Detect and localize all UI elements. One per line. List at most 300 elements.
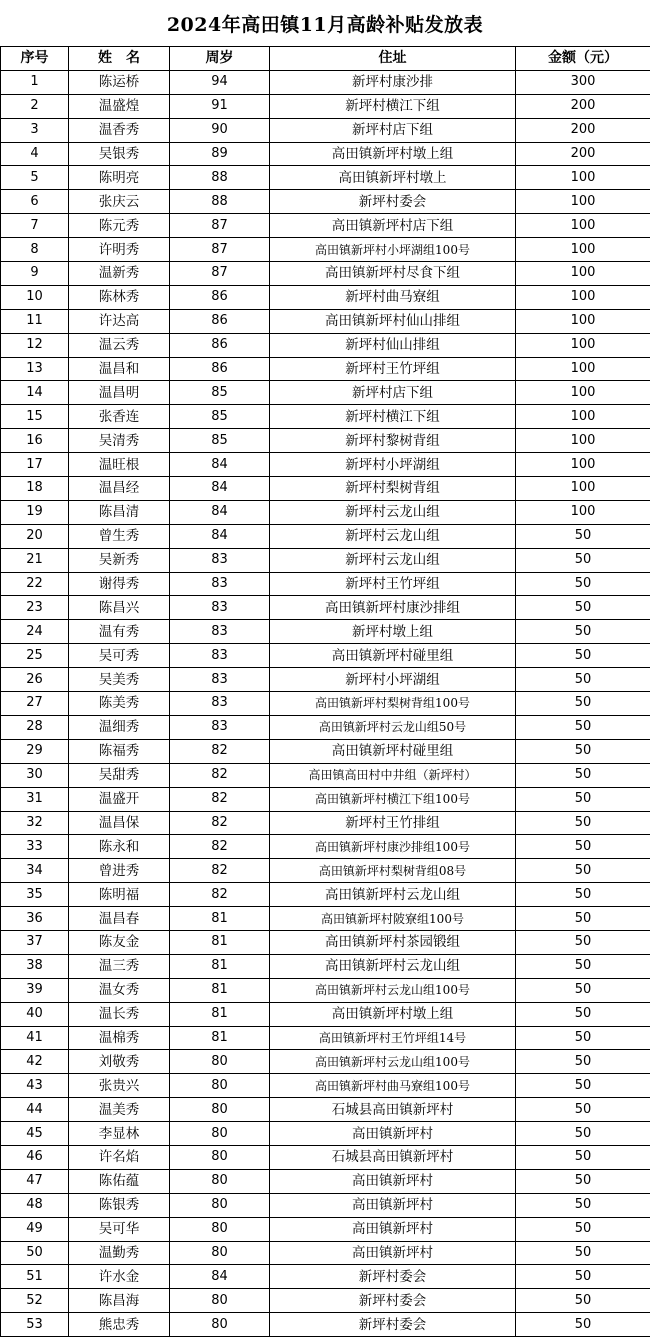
cell-address: 高田镇新坪村横江下组100号	[270, 787, 516, 811]
table-row	[1, 763, 650, 787]
cell-name: 曾进秀	[69, 859, 170, 883]
cell-name: 陈友金	[69, 930, 170, 954]
cell-amount: 50	[516, 978, 650, 1002]
table-header-row	[1, 47, 650, 71]
cell-amount: 50	[516, 1313, 650, 1337]
cell-age: 80	[170, 1145, 270, 1169]
cell-age: 84	[170, 477, 270, 501]
cell-amount: 200	[516, 142, 650, 166]
cell-address: 新坪村王竹坪组	[270, 357, 516, 381]
cell-age: 83	[170, 668, 270, 692]
table-row	[1, 1241, 650, 1265]
cell-address: 新坪村墩上组	[270, 620, 516, 644]
table-row	[1, 739, 650, 763]
table-row	[1, 1265, 650, 1289]
cell-address: 高田镇新坪村云龙山组	[270, 954, 516, 978]
cell-address: 新坪村店下组	[270, 381, 516, 405]
cell-amount: 100	[516, 381, 650, 405]
cell-amount: 50	[516, 572, 650, 596]
cell-name: 温女秀	[69, 978, 170, 1002]
cell-name: 陈福秀	[69, 739, 170, 763]
cell-amount: 100	[516, 190, 650, 214]
cell-age: 82	[170, 859, 270, 883]
cell-amount: 100	[516, 500, 650, 524]
cell-age: 85	[170, 429, 270, 453]
cell-name: 张庆云	[69, 190, 170, 214]
cell-age: 80	[170, 1289, 270, 1313]
table-row	[1, 930, 650, 954]
header-amount: 金额（元）	[516, 47, 650, 71]
cell-address: 高田镇新坪村墩上组	[270, 1002, 516, 1026]
cell-amount: 100	[516, 214, 650, 238]
cell-age: 88	[170, 190, 270, 214]
cell-name: 曾生秀	[69, 524, 170, 548]
cell-amount: 100	[516, 262, 650, 286]
cell-age: 86	[170, 309, 270, 333]
cell-index: 40	[1, 1002, 69, 1026]
cell-address: 新坪村横江下组	[270, 94, 516, 118]
cell-name: 谢得秀	[69, 572, 170, 596]
cell-index: 28	[1, 715, 69, 739]
cell-name: 温昌经	[69, 477, 170, 501]
cell-amount: 50	[516, 739, 650, 763]
cell-name: 温昌明	[69, 381, 170, 405]
cell-index: 45	[1, 1122, 69, 1146]
cell-index: 25	[1, 644, 69, 668]
cell-name: 温香秀	[69, 118, 170, 142]
cell-age: 80	[170, 1098, 270, 1122]
table-row	[1, 883, 650, 907]
cell-address: 新坪村康沙排	[270, 70, 516, 94]
table-row	[1, 238, 650, 262]
table-row	[1, 262, 650, 286]
cell-name: 张香连	[69, 405, 170, 429]
cell-index: 9	[1, 262, 69, 286]
cell-name: 许水金	[69, 1265, 170, 1289]
cell-address: 高田镇新坪村墩上组	[270, 142, 516, 166]
cell-age: 84	[170, 453, 270, 477]
header-name: 姓 名	[69, 47, 170, 71]
cell-age: 81	[170, 1026, 270, 1050]
cell-address: 新坪村小坪湖组	[270, 668, 516, 692]
cell-name: 刘敬秀	[69, 1050, 170, 1074]
cell-name: 吴清秀	[69, 429, 170, 453]
table-row	[1, 954, 650, 978]
cell-age: 90	[170, 118, 270, 142]
cell-age: 83	[170, 620, 270, 644]
cell-address: 新坪村云龙山组	[270, 524, 516, 548]
cell-age: 82	[170, 811, 270, 835]
table-row	[1, 1098, 650, 1122]
cell-amount: 50	[516, 524, 650, 548]
cell-amount: 50	[516, 1002, 650, 1026]
cell-name: 温有秀	[69, 620, 170, 644]
cell-index: 31	[1, 787, 69, 811]
table-row	[1, 477, 650, 501]
table-row	[1, 190, 650, 214]
cell-amount: 50	[516, 1026, 650, 1050]
table-row	[1, 572, 650, 596]
cell-index: 42	[1, 1050, 69, 1074]
cell-age: 81	[170, 930, 270, 954]
cell-age: 86	[170, 333, 270, 357]
cell-name: 温细秀	[69, 715, 170, 739]
cell-index: 33	[1, 835, 69, 859]
cell-name: 吴银秀	[69, 142, 170, 166]
cell-amount: 100	[516, 357, 650, 381]
table-row	[1, 644, 650, 668]
cell-age: 82	[170, 835, 270, 859]
cell-age: 81	[170, 954, 270, 978]
cell-age: 84	[170, 500, 270, 524]
cell-index: 18	[1, 477, 69, 501]
cell-age: 82	[170, 763, 270, 787]
cell-address: 高田镇新坪村陂寮组100号	[270, 907, 516, 931]
cell-address: 高田镇新坪村	[270, 1122, 516, 1146]
cell-index: 13	[1, 357, 69, 381]
cell-name: 陈运桥	[69, 70, 170, 94]
cell-name: 吴新秀	[69, 548, 170, 572]
cell-index: 29	[1, 739, 69, 763]
table-row	[1, 285, 650, 309]
cell-name: 温盛煌	[69, 94, 170, 118]
cell-amount: 50	[516, 1169, 650, 1193]
cell-address: 高田镇高田村中井组（新坪村）	[270, 763, 516, 787]
cell-age: 91	[170, 94, 270, 118]
cell-amount: 50	[516, 1265, 650, 1289]
cell-amount: 50	[516, 620, 650, 644]
header-age: 周岁	[170, 47, 270, 71]
cell-index: 52	[1, 1289, 69, 1313]
cell-address: 高田镇新坪村	[270, 1193, 516, 1217]
table-row	[1, 692, 650, 716]
cell-amount: 300	[516, 70, 650, 94]
cell-amount: 100	[516, 238, 650, 262]
header-index: 序号	[1, 47, 69, 71]
cell-index: 38	[1, 954, 69, 978]
cell-name: 温美秀	[69, 1098, 170, 1122]
cell-address: 石城县高田镇新坪村	[270, 1145, 516, 1169]
cell-address: 新坪村云龙山组	[270, 548, 516, 572]
cell-amount: 50	[516, 787, 650, 811]
cell-index: 23	[1, 596, 69, 620]
cell-index: 22	[1, 572, 69, 596]
cell-index: 30	[1, 763, 69, 787]
table-row	[1, 309, 650, 333]
table-row	[1, 1074, 650, 1098]
cell-address: 高田镇新坪村云龙山组	[270, 883, 516, 907]
cell-name: 陈林秀	[69, 285, 170, 309]
cell-name: 李显林	[69, 1122, 170, 1146]
cell-name: 许达高	[69, 309, 170, 333]
cell-index: 4	[1, 142, 69, 166]
cell-age: 83	[170, 596, 270, 620]
table-row	[1, 1169, 650, 1193]
cell-age: 87	[170, 214, 270, 238]
cell-amount: 100	[516, 477, 650, 501]
table-row	[1, 1289, 650, 1313]
cell-amount: 50	[516, 668, 650, 692]
cell-amount: 100	[516, 453, 650, 477]
cell-amount: 100	[516, 285, 650, 309]
cell-age: 85	[170, 405, 270, 429]
cell-address: 新坪村店下组	[270, 118, 516, 142]
cell-index: 36	[1, 907, 69, 931]
table-body	[1, 70, 650, 1336]
cell-address: 高田镇新坪村茶园锻组	[270, 930, 516, 954]
cell-age: 84	[170, 524, 270, 548]
cell-age: 83	[170, 715, 270, 739]
cell-age: 80	[170, 1313, 270, 1337]
cell-index: 1	[1, 70, 69, 94]
cell-amount: 100	[516, 166, 650, 190]
cell-index: 41	[1, 1026, 69, 1050]
cell-age: 86	[170, 285, 270, 309]
cell-age: 80	[170, 1241, 270, 1265]
table-row	[1, 668, 650, 692]
cell-amount: 50	[516, 1193, 650, 1217]
cell-name: 陈昌清	[69, 500, 170, 524]
cell-name: 吴美秀	[69, 668, 170, 692]
cell-name: 温旺根	[69, 453, 170, 477]
cell-index: 7	[1, 214, 69, 238]
cell-age: 81	[170, 1002, 270, 1026]
cell-index: 20	[1, 524, 69, 548]
cell-age: 87	[170, 238, 270, 262]
cell-index: 14	[1, 381, 69, 405]
cell-age: 94	[170, 70, 270, 94]
cell-age: 80	[170, 1074, 270, 1098]
table-row	[1, 94, 650, 118]
cell-address: 新坪村王竹排组	[270, 811, 516, 835]
table-row	[1, 142, 650, 166]
cell-age: 80	[170, 1169, 270, 1193]
table-row	[1, 357, 650, 381]
cell-name: 温昌春	[69, 907, 170, 931]
table-row	[1, 70, 650, 94]
cell-amount: 50	[516, 1098, 650, 1122]
table-row	[1, 429, 650, 453]
cell-amount: 50	[516, 596, 650, 620]
table-row	[1, 381, 650, 405]
page-title: 2024年高田镇11月高龄补贴发放表	[166, 13, 484, 36]
cell-index: 19	[1, 500, 69, 524]
cell-address: 高田镇新坪村碰里组	[270, 644, 516, 668]
cell-name: 陈永和	[69, 835, 170, 859]
cell-address: 新坪村梨树背组	[270, 477, 516, 501]
cell-age: 82	[170, 883, 270, 907]
cell-amount: 50	[516, 1289, 650, 1313]
cell-amount: 50	[516, 1217, 650, 1241]
table-row	[1, 548, 650, 572]
cell-name: 吴可华	[69, 1217, 170, 1241]
cell-index: 12	[1, 333, 69, 357]
cell-name: 温长秀	[69, 1002, 170, 1026]
table-row	[1, 907, 650, 931]
table-row	[1, 787, 650, 811]
table-row	[1, 835, 650, 859]
cell-amount: 50	[516, 835, 650, 859]
cell-index: 44	[1, 1098, 69, 1122]
header-address: 住址	[270, 47, 516, 71]
cell-address: 新坪村曲马寮组	[270, 285, 516, 309]
cell-amount: 50	[516, 954, 650, 978]
cell-address: 新坪村云龙山组	[270, 500, 516, 524]
cell-amount: 50	[516, 1050, 650, 1074]
cell-name: 吴可秀	[69, 644, 170, 668]
cell-name: 吴甜秀	[69, 763, 170, 787]
cell-age: 85	[170, 381, 270, 405]
table-row	[1, 1002, 650, 1026]
cell-amount: 50	[516, 930, 650, 954]
cell-amount: 100	[516, 309, 650, 333]
cell-address: 高田镇新坪村小坪湖组100号	[270, 238, 516, 262]
cell-index: 8	[1, 238, 69, 262]
cell-index: 39	[1, 978, 69, 1002]
cell-address: 高田镇新坪村云龙山组100号	[270, 978, 516, 1002]
cell-index: 49	[1, 1217, 69, 1241]
cell-index: 6	[1, 190, 69, 214]
cell-amount: 50	[516, 907, 650, 931]
table-row	[1, 453, 650, 477]
table-row	[1, 500, 650, 524]
cell-index: 5	[1, 166, 69, 190]
cell-index: 16	[1, 429, 69, 453]
cell-index: 53	[1, 1313, 69, 1337]
cell-name: 温云秀	[69, 333, 170, 357]
cell-amount: 100	[516, 405, 650, 429]
cell-age: 80	[170, 1193, 270, 1217]
table-row	[1, 524, 650, 548]
table-row	[1, 978, 650, 1002]
cell-index: 27	[1, 692, 69, 716]
table-row	[1, 118, 650, 142]
cell-age: 86	[170, 357, 270, 381]
cell-address: 新坪村委会	[270, 1313, 516, 1337]
cell-amount: 200	[516, 94, 650, 118]
cell-address: 高田镇新坪村仙山排组	[270, 309, 516, 333]
cell-amount: 50	[516, 1122, 650, 1146]
table-row	[1, 811, 650, 835]
cell-index: 21	[1, 548, 69, 572]
cell-amount: 50	[516, 763, 650, 787]
cell-index: 47	[1, 1169, 69, 1193]
table-row	[1, 620, 650, 644]
cell-name: 温棉秀	[69, 1026, 170, 1050]
cell-name: 温昌保	[69, 811, 170, 835]
cell-amount: 100	[516, 429, 650, 453]
cell-name: 温盛开	[69, 787, 170, 811]
cell-amount: 100	[516, 333, 650, 357]
cell-amount: 50	[516, 859, 650, 883]
cell-address: 高田镇新坪村	[270, 1217, 516, 1241]
cell-amount: 50	[516, 644, 650, 668]
cell-address: 新坪村黎树背组	[270, 429, 516, 453]
cell-address: 新坪村委会	[270, 190, 516, 214]
cell-name: 温新秀	[69, 262, 170, 286]
cell-age: 83	[170, 692, 270, 716]
cell-amount: 50	[516, 1241, 650, 1265]
cell-address: 高田镇新坪村店下组	[270, 214, 516, 238]
cell-age: 89	[170, 142, 270, 166]
cell-age: 81	[170, 907, 270, 931]
cell-name: 陈银秀	[69, 1193, 170, 1217]
table-row	[1, 1122, 650, 1146]
cell-address: 高田镇新坪村	[270, 1169, 516, 1193]
cell-name: 陈元秀	[69, 214, 170, 238]
cell-index: 24	[1, 620, 69, 644]
cell-address: 高田镇新坪村康沙排组	[270, 596, 516, 620]
cell-age: 82	[170, 787, 270, 811]
cell-amount: 50	[516, 883, 650, 907]
cell-age: 84	[170, 1265, 270, 1289]
cell-amount: 50	[516, 1074, 650, 1098]
cell-age: 81	[170, 978, 270, 1002]
cell-index: 32	[1, 811, 69, 835]
cell-address: 石城县高田镇新坪村	[270, 1098, 516, 1122]
cell-amount: 200	[516, 118, 650, 142]
table-row	[1, 596, 650, 620]
cell-address: 新坪村小坪湖组	[270, 453, 516, 477]
cell-name: 陈美秀	[69, 692, 170, 716]
subsidy-table	[0, 46, 650, 1337]
cell-name: 陈昌兴	[69, 596, 170, 620]
cell-age: 83	[170, 572, 270, 596]
cell-index: 34	[1, 859, 69, 883]
cell-index: 43	[1, 1074, 69, 1098]
cell-age: 88	[170, 166, 270, 190]
cell-address: 高田镇新坪村梨树背组100号	[270, 692, 516, 716]
cell-age: 82	[170, 739, 270, 763]
table-row	[1, 1193, 650, 1217]
table-row	[1, 1026, 650, 1050]
table-row	[1, 859, 650, 883]
cell-address: 新坪村委会	[270, 1289, 516, 1313]
cell-index: 3	[1, 118, 69, 142]
cell-amount: 50	[516, 1145, 650, 1169]
cell-age: 80	[170, 1122, 270, 1146]
cell-name: 陈昌海	[69, 1289, 170, 1313]
cell-index: 11	[1, 309, 69, 333]
cell-index: 51	[1, 1265, 69, 1289]
table-row	[1, 1313, 650, 1337]
cell-address: 高田镇新坪村	[270, 1241, 516, 1265]
cell-index: 48	[1, 1193, 69, 1217]
cell-name: 温勤秀	[69, 1241, 170, 1265]
cell-address: 高田镇新坪村王竹坪组14号	[270, 1026, 516, 1050]
cell-index: 10	[1, 285, 69, 309]
cell-index: 2	[1, 94, 69, 118]
cell-index: 50	[1, 1241, 69, 1265]
cell-address: 高田镇新坪村云龙山组100号	[270, 1050, 516, 1074]
cell-index: 15	[1, 405, 69, 429]
table-row	[1, 405, 650, 429]
cell-amount: 50	[516, 692, 650, 716]
cell-address: 高田镇新坪村墩上	[270, 166, 516, 190]
table-row	[1, 166, 650, 190]
cell-amount: 50	[516, 548, 650, 572]
cell-name: 温昌和	[69, 357, 170, 381]
table-row	[1, 1145, 650, 1169]
cell-amount: 50	[516, 811, 650, 835]
cell-age: 87	[170, 262, 270, 286]
table-row	[1, 1050, 650, 1074]
cell-age: 83	[170, 548, 270, 572]
cell-address: 高田镇新坪村梨树背组08号	[270, 859, 516, 883]
cell-address: 高田镇新坪村曲马寮组100号	[270, 1074, 516, 1098]
cell-address: 高田镇新坪村尽食下组	[270, 262, 516, 286]
cell-age: 80	[170, 1050, 270, 1074]
